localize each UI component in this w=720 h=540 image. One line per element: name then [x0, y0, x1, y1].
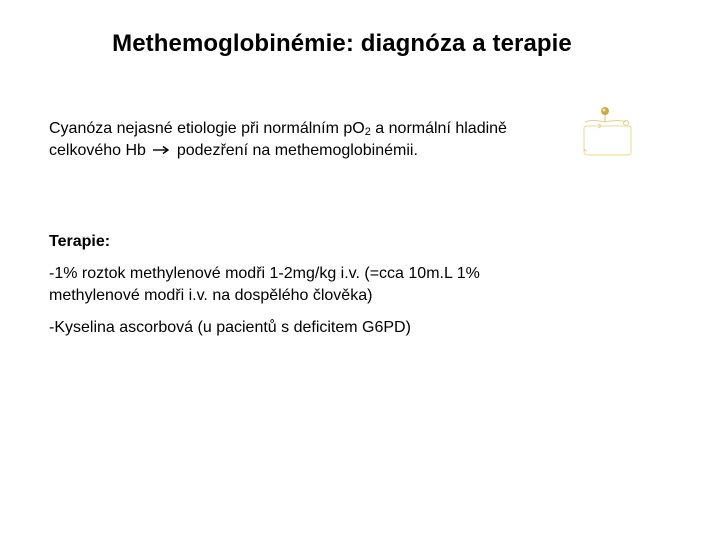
- therapy-item-line: -Kyselina ascorbová (u pacientů s deficitem G6PD): [49, 319, 411, 336]
- slide-title: Methemoglobinémie: diagnóza a terapie: [112, 30, 572, 57]
- intro-paragraph: [49, 118, 589, 162]
- therapy-heading: Terapie:: [49, 233, 111, 250]
- intro-line-1-end: a normální hladině: [370, 120, 507, 137]
- right-arrow-icon: [152, 145, 170, 155]
- therapy-section: [49, 231, 609, 349]
- therapy-item-line: methylenové modři i.v. na dospělého člověka): [49, 287, 373, 304]
- intro-line-2-text: celkového Hb: [49, 142, 146, 159]
- therapy-item-methylene-blue: [49, 263, 609, 307]
- intro-line-1-text: Cyanóza nejasné etiologie při normálním pO: [49, 120, 365, 137]
- therapy-item-ascorbic-acid: [49, 317, 609, 339]
- intro-line-2-end: podezření na methemoglobinémii.: [176, 142, 418, 159]
- intro-line-2: [49, 140, 589, 162]
- therapy-item-line: -1% roztok methylenové modři 1-2mg/kg i.v. (=cca 10m.L 1%: [49, 265, 480, 282]
- scroll-ornament-icon: [580, 104, 636, 160]
- subscript-2: 2: [364, 126, 371, 138]
- intro-line-1: [49, 118, 589, 140]
